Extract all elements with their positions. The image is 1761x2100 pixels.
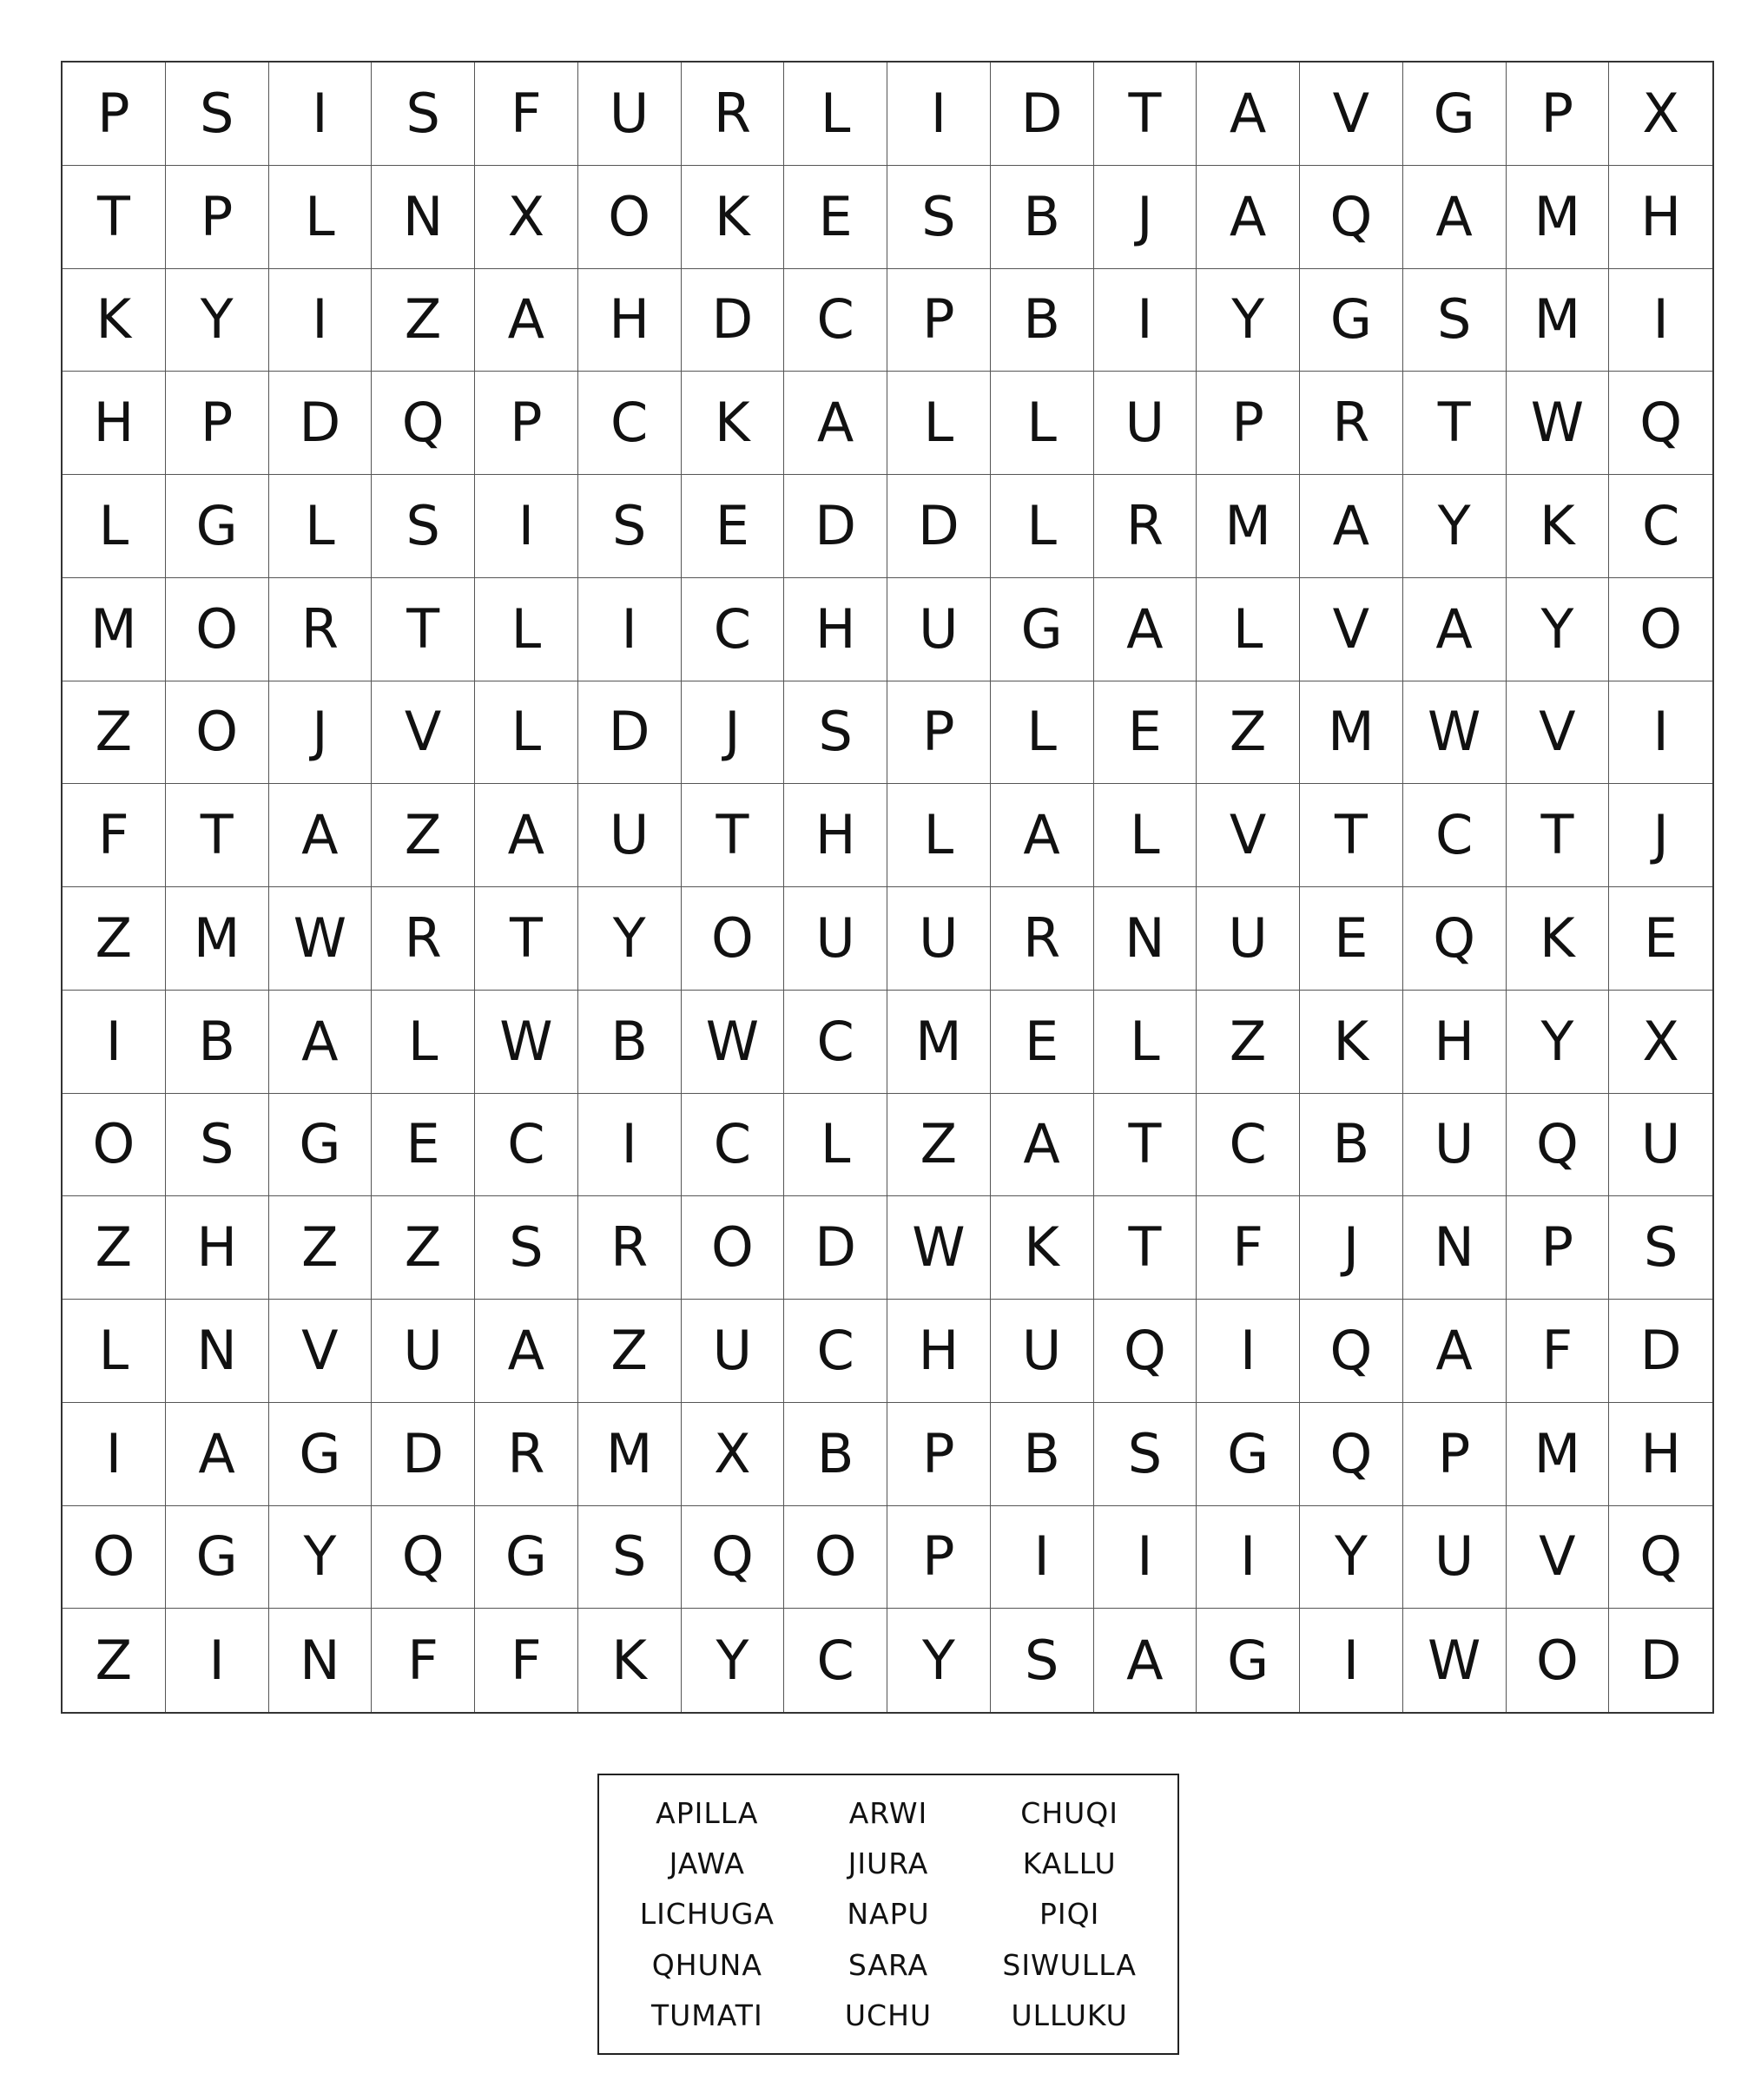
grid-cell[interactable]: U [1403,1506,1507,1610]
word-list-item: ARWI [848,1795,928,1830]
grid-cell[interactable]: Y [1197,269,1300,372]
grid-cell[interactable]: V [269,1300,373,1403]
grid-cell[interactable]: G [991,578,1094,681]
grid-cell[interactable]: X [682,1403,785,1506]
grid-cell[interactable]: B [784,1403,887,1506]
grid-cell[interactable]: E [372,1094,475,1197]
grid-cell[interactable]: L [784,63,887,166]
grid-cell[interactable]: P [887,1506,991,1610]
grid-cell[interactable]: C [1197,1094,1300,1197]
grid-cell[interactable]: G [1197,1609,1300,1712]
grid-cell[interactable]: P [887,1403,991,1506]
grid-cell[interactable]: P [166,166,269,269]
grid-cell[interactable]: A [269,991,373,1094]
word-list-item: CHUQI [1020,1795,1119,1830]
grid-cell[interactable]: J [1609,784,1712,887]
grid-cell[interactable]: Q [1094,1300,1197,1403]
grid-cell[interactable]: R [269,578,373,681]
grid-cell[interactable]: V [372,681,475,785]
grid-cell[interactable]: Z [63,681,166,785]
grid-cell[interactable]: T [682,784,785,887]
grid-cell[interactable]: D [372,1403,475,1506]
grid-cell[interactable]: H [1609,1403,1712,1506]
grid-cell[interactable]: P [1507,1196,1610,1300]
grid-cell[interactable]: G [1300,269,1403,372]
grid-cell[interactable]: K [1507,887,1610,991]
grid-cell[interactable]: G [269,1403,373,1506]
grid-cell[interactable]: W [1403,1609,1507,1712]
grid-cell[interactable]: E [1094,681,1197,785]
grid-cell[interactable]: H [578,269,682,372]
grid-cell[interactable]: O [63,1094,166,1197]
grid-cell[interactable]: A [475,269,578,372]
grid-cell[interactable]: D [887,475,991,578]
grid-cell[interactable]: V [1507,681,1610,785]
grid-cell[interactable]: I [1197,1300,1300,1403]
grid-cell[interactable]: E [991,991,1094,1094]
grid-cell[interactable]: R [1300,372,1403,475]
grid-cell[interactable]: Q [372,372,475,475]
grid-cell[interactable]: G [475,1506,578,1610]
grid-cell[interactable]: Y [1300,1506,1403,1610]
grid-cell[interactable]: I [269,269,373,372]
grid-cell[interactable]: Y [1403,475,1507,578]
grid-cell[interactable]: S [887,166,991,269]
grid-cell[interactable]: U [682,1300,785,1403]
grid-cell[interactable]: L [63,475,166,578]
grid-cell[interactable]: A [1197,63,1300,166]
grid-cell[interactable]: C [784,991,887,1094]
grid-cell[interactable]: Z [1197,991,1300,1094]
grid-cell[interactable]: P [887,681,991,785]
grid-cell[interactable]: U [887,887,991,991]
word-list-item: TUMATI [650,1998,763,2033]
grid-cell[interactable]: I [166,1609,269,1712]
grid-cell[interactable]: R [991,887,1094,991]
grid-cell[interactable]: L [991,681,1094,785]
grid-cell[interactable]: E [1609,887,1712,991]
grid-cell[interactable]: L [269,475,373,578]
grid-cell[interactable]: Q [1609,1506,1712,1610]
grid-cell[interactable]: A [784,372,887,475]
word-list-item: SIWULLA [1002,1947,1137,1982]
grid-cell[interactable]: T [166,784,269,887]
grid-cell[interactable]: O [166,578,269,681]
grid-cell[interactable]: J [682,681,785,785]
grid-cell[interactable]: W [475,991,578,1094]
grid-cell[interactable]: J [1094,166,1197,269]
grid-cell[interactable]: F [1197,1196,1300,1300]
grid-cell[interactable]: P [475,372,578,475]
grid-cell[interactable]: M [1507,269,1610,372]
grid-cell[interactable]: M [166,887,269,991]
grid-cell[interactable]: Z [887,1094,991,1197]
grid-cell[interactable]: R [1094,475,1197,578]
grid-cell[interactable]: F [372,1609,475,1712]
grid-cell[interactable]: W [682,991,785,1094]
grid-cell[interactable]: V [1197,784,1300,887]
grid-cell[interactable]: I [63,1403,166,1506]
grid-cell[interactable]: Q [1507,1094,1610,1197]
grid-cell[interactable]: I [991,1506,1094,1610]
grid-cell[interactable]: T [63,166,166,269]
word-list-item: QHUNA [651,1947,762,1982]
grid-cell[interactable]: Y [682,1609,785,1712]
grid-cell[interactable]: P [1507,63,1610,166]
grid-cell[interactable]: C [784,1300,887,1403]
grid-cell[interactable]: L [475,578,578,681]
grid-cell[interactable]: O [682,887,785,991]
grid-cell[interactable]: V [1300,63,1403,166]
grid-cell[interactable]: M [1507,1403,1610,1506]
grid-cell[interactable]: D [269,372,373,475]
grid-cell[interactable]: Q [1300,166,1403,269]
grid-cell[interactable]: Z [578,1300,682,1403]
grid-cell[interactable]: H [63,372,166,475]
grid-cell[interactable]: U [887,578,991,681]
grid-cell[interactable]: S [578,1506,682,1610]
grid-cell[interactable]: F [475,1609,578,1712]
grid-cell[interactable]: K [682,372,785,475]
grid-cell[interactable]: J [1300,1196,1403,1300]
grid-cell[interactable]: V [1300,578,1403,681]
grid-cell[interactable]: X [1609,63,1712,166]
grid-cell[interactable]: O [578,166,682,269]
grid-cell[interactable]: H [784,578,887,681]
grid-cell[interactable]: O [166,681,269,785]
grid-cell[interactable]: L [475,681,578,785]
grid-cell[interactable]: A [1300,475,1403,578]
grid-cell[interactable]: S [372,475,475,578]
grid-cell[interactable]: R [372,887,475,991]
grid-cell[interactable]: D [991,63,1094,166]
grid-cell[interactable]: U [372,1300,475,1403]
grid-cell[interactable]: I [1300,1609,1403,1712]
grid-cell[interactable]: J [269,681,373,785]
grid-cell[interactable]: A [1197,166,1300,269]
letter-grid [61,61,1714,1714]
grid-cell[interactable]: L [63,1300,166,1403]
grid-cell[interactable]: A [1094,578,1197,681]
grid-cell[interactable]: T [1094,1196,1197,1300]
grid-cell[interactable]: C [1609,475,1712,578]
grid-cell[interactable]: F [475,63,578,166]
grid-cell[interactable]: W [269,887,373,991]
grid-cell[interactable]: P [887,269,991,372]
grid-cell[interactable]: H [784,784,887,887]
word-list-item: UCHU [844,1998,933,2033]
grid-cell[interactable]: U [578,784,682,887]
grid-cell[interactable]: I [269,63,373,166]
grid-cell[interactable]: E [784,166,887,269]
grid-cell[interactable]: L [784,1094,887,1197]
grid-cell[interactable]: A [1403,166,1507,269]
grid-cell[interactable]: G [166,1506,269,1610]
grid-cell[interactable]: I [1094,1506,1197,1610]
grid-cell[interactable]: L [1197,578,1300,681]
word-list-item: JIURA [848,1847,929,1881]
grid-cell[interactable]: B [991,166,1094,269]
word-list-item: JAWA [669,1847,745,1881]
grid-cell[interactable]: P [166,372,269,475]
grid-cell[interactable]: B [991,1403,1094,1506]
grid-cell[interactable]: H [1403,991,1507,1094]
grid-cell[interactable]: S [1403,269,1507,372]
grid-cell[interactable]: F [63,784,166,887]
grid-cell[interactable]: S [991,1609,1094,1712]
grid-cell[interactable]: H [1609,166,1712,269]
grid-cell[interactable]: L [1094,784,1197,887]
grid-cell[interactable]: I [475,475,578,578]
grid-cell[interactable]: A [269,784,373,887]
grid-cell[interactable]: S [1094,1403,1197,1506]
grid-cell[interactable]: S [166,63,269,166]
word-list-item: APILLA [656,1795,759,1830]
grid-cell[interactable]: O [682,1196,785,1300]
grid-cell[interactable]: C [475,1094,578,1197]
grid-cell[interactable]: N [1094,887,1197,991]
grid-cell[interactable]: Z [63,887,166,991]
grid-cell[interactable]: Y [269,1506,373,1610]
grid-cell[interactable]: L [991,372,1094,475]
grid-cell[interactable]: L [1094,991,1197,1094]
grid-cell[interactable]: S [372,63,475,166]
grid-cell[interactable]: G [269,1094,373,1197]
grid-cell[interactable]: U [1403,1094,1507,1197]
grid-cell[interactable]: N [372,166,475,269]
grid-cell[interactable]: P [1197,372,1300,475]
grid-cell[interactable]: D [784,475,887,578]
grid-cell[interactable]: G [1197,1403,1300,1506]
grid-cell[interactable]: A [475,1300,578,1403]
grid-cell[interactable]: B [166,991,269,1094]
grid-cell[interactable]: E [682,475,785,578]
word-list [597,1774,1179,2055]
grid-cell[interactable]: T [475,887,578,991]
grid-cell[interactable]: C [682,1094,785,1197]
grid-cell[interactable]: Y [578,887,682,991]
grid-cell[interactable]: Q [372,1506,475,1610]
grid-cell[interactable]: Y [1507,578,1610,681]
grid-cell[interactable]: I [1609,269,1712,372]
grid-cell[interactable]: I [1094,269,1197,372]
grid-cell[interactable]: P [63,63,166,166]
grid-cell[interactable]: D [1639,1628,1682,1692]
grid-cell[interactable]: H [166,1196,269,1300]
grid-cell[interactable]: L [372,991,475,1094]
grid-cell[interactable]: N [269,1609,373,1712]
grid-cell[interactable]: C [784,1609,887,1712]
grid-cell[interactable]: D [1609,1300,1712,1403]
grid-cell[interactable]: Z [372,784,475,887]
grid-cell[interactable]: S [475,1196,578,1300]
grid-cell[interactable]: T [1094,1094,1197,1197]
grid-cell[interactable]: M [887,991,991,1094]
grid-cell[interactable]: K [1300,991,1403,1094]
grid-cell[interactable]: H [887,1300,991,1403]
grid-cell[interactable]: P [1403,1403,1507,1506]
grid-cell[interactable]: D [578,681,682,785]
grid-cell[interactable]: I [1609,681,1712,785]
grid-cell[interactable]: I [578,578,682,681]
word-list-item: LICHUGA [639,1897,775,1932]
word-list-item: KALLU [1022,1847,1117,1881]
grid-cell[interactable]: X [1609,991,1712,1094]
grid-cell[interactable]: Q [682,1506,785,1610]
grid-cell[interactable]: O [63,1506,166,1610]
grid-cell[interactable]: L [269,166,373,269]
grid-cell[interactable]: U [991,1300,1094,1403]
grid-cell[interactable]: T [1403,372,1507,475]
grid-cell[interactable]: Y [166,269,269,372]
grid-cell[interactable]: N [166,1300,269,1403]
grid-cell[interactable]: Q [1403,887,1507,991]
grid-cell[interactable]: M [578,1403,682,1506]
grid-cell[interactable]: Y [1507,991,1610,1094]
grid-cell[interactable]: B [578,991,682,1094]
grid-cell[interactable]: Q [1300,1403,1403,1506]
grid-cell[interactable]: T [1300,784,1403,887]
grid-cell[interactable]: S [578,475,682,578]
grid-cell[interactable]: O [1609,578,1712,681]
grid-cell[interactable]: G [166,475,269,578]
grid-cell[interactable]: X [475,166,578,269]
grid-cell[interactable]: Y [887,1609,991,1712]
grid-cell[interactable]: R [682,63,785,166]
grid-cell[interactable]: L [991,475,1094,578]
grid-cell[interactable]: C [1403,784,1507,887]
grid-cell[interactable]: V [1507,1506,1610,1610]
grid-cell[interactable]: U [1197,887,1300,991]
grid-cell[interactable]: W [1403,681,1507,785]
grid-cell[interactable]: W [1507,372,1610,475]
grid-cell[interactable]: N [1403,1196,1507,1300]
word-list-item: NAPU [847,1897,930,1932]
grid-cell[interactable]: A [166,1403,269,1506]
grid-cell[interactable]: U [1609,1094,1712,1197]
grid-cell[interactable]: G [1403,63,1507,166]
word-list-item: PIQI [1039,1897,1100,1932]
grid-cell[interactable]: A [1403,578,1507,681]
grid-cell[interactable]: R [578,1196,682,1300]
grid-cell[interactable]: K [63,269,166,372]
grid-cell[interactable]: Z [63,1609,166,1712]
grid-cell[interactable]: K [682,166,785,269]
grid-cell[interactable]: I [578,1094,682,1197]
grid-cell[interactable]: R [475,1403,578,1506]
grid-cell[interactable]: W [887,1196,991,1300]
grid-cell[interactable]: M [1300,681,1403,785]
grid-cell[interactable]: M [1507,166,1610,269]
grid-cell[interactable]: U [1094,372,1197,475]
grid-cell[interactable]: D [682,269,785,372]
grid-cell[interactable]: C [784,269,887,372]
grid-cell[interactable]: Z [372,269,475,372]
grid-cell[interactable]: T [1507,784,1610,887]
grid-cell[interactable]: A [1094,1609,1197,1712]
grid-cell[interactable]: F [1507,1300,1610,1403]
grid-cell[interactable]: A [991,784,1094,887]
grid-cell[interactable]: A [991,1094,1094,1197]
grid-cell[interactable]: Z [372,1196,475,1300]
grid-cell[interactable]: S [784,681,887,785]
grid-cell[interactable]: K [1507,475,1610,578]
grid-cell[interactable]: O [1507,1609,1610,1712]
grid-cell[interactable]: Z [1197,681,1300,785]
grid-cell[interactable]: C [682,578,785,681]
grid-cell[interactable]: C [578,372,682,475]
grid-cell[interactable]: M [1197,475,1300,578]
grid-cell[interactable]: A [475,784,578,887]
grid-cell[interactable]: I [887,63,991,166]
grid-cell[interactable]: Z [63,1196,166,1300]
grid-cell[interactable]: B [1300,1094,1403,1197]
grid-cell[interactable]: T [372,578,475,681]
grid-cell[interactable]: K [991,1196,1094,1300]
grid-cell[interactable]: L [887,372,991,475]
word-list-item: SARA [848,1947,929,1982]
grid-cell[interactable]: L [887,784,991,887]
grid-cell[interactable]: S [166,1094,269,1197]
grid-cell[interactable]: U [578,63,682,166]
grid-cell[interactable]: B [991,269,1094,372]
grid-cell[interactable]: Z [269,1196,373,1300]
grid-cell[interactable]: S [1609,1196,1712,1300]
grid-cell[interactable]: A [1403,1300,1507,1403]
grid-cell[interactable]: E [1300,887,1403,991]
grid-cell[interactable]: I [1197,1506,1300,1610]
word-list-item: ULLUKU [1011,1998,1128,2033]
grid-cell[interactable]: K [578,1609,682,1712]
grid-cell[interactable]: T [1094,63,1197,166]
grid-cell[interactable]: Q [1300,1300,1403,1403]
grid-cell[interactable]: M [63,578,166,681]
grid-cell[interactable]: Q [1609,372,1712,475]
grid-cell[interactable]: O [784,1506,887,1610]
grid-cell[interactable]: I [63,991,166,1094]
grid-cell[interactable]: D [784,1196,887,1300]
grid-cell[interactable]: U [784,887,887,991]
